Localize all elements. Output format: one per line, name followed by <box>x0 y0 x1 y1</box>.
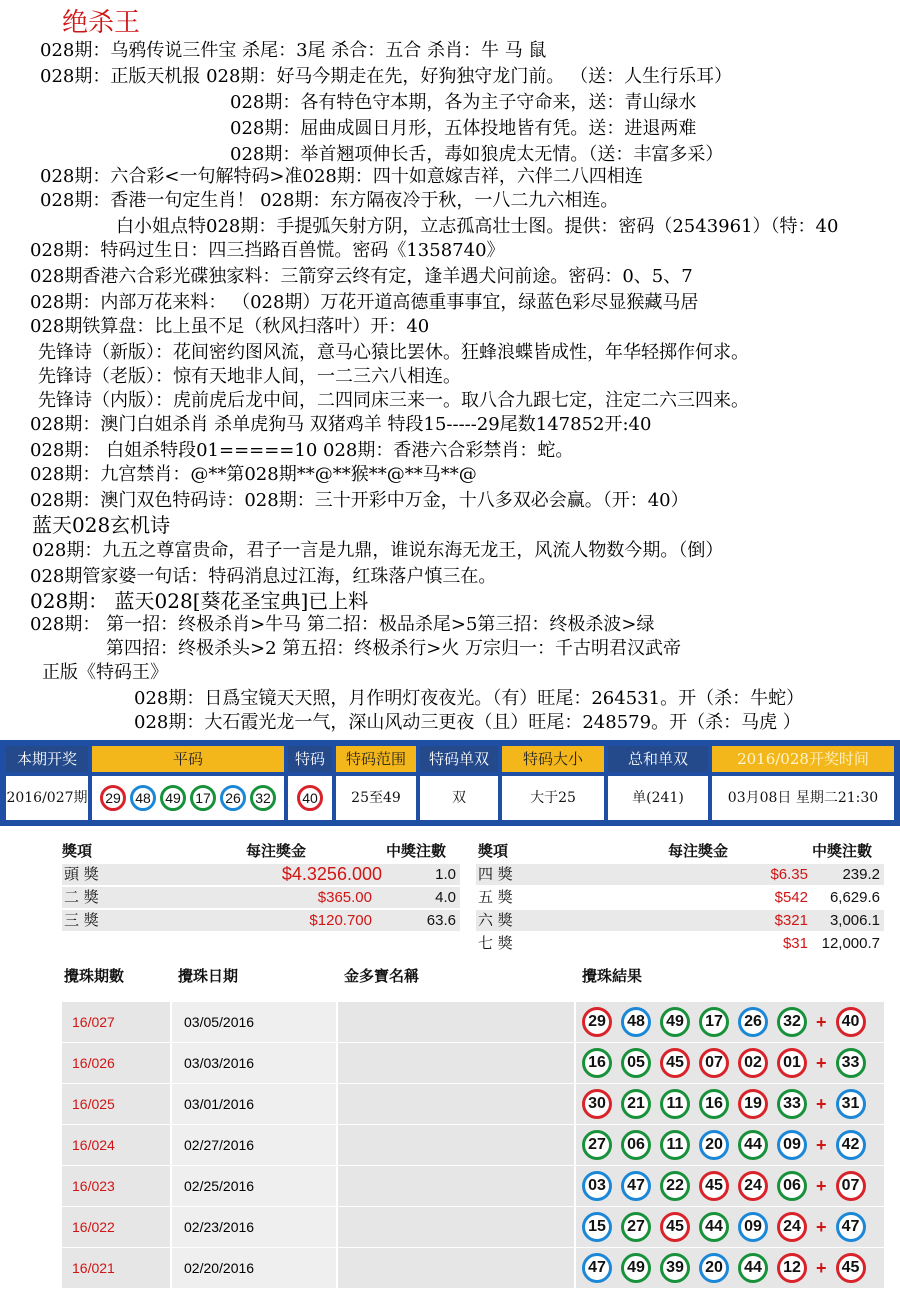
prize-name: 頭 獎 <box>64 865 99 883</box>
history-issue: 16/021 <box>62 1248 170 1288</box>
prize-amount: $321 <box>774 912 808 929</box>
history-name <box>338 1125 574 1165</box>
plus-sign: + <box>816 1216 827 1237</box>
lottery-ball: 02 <box>738 1048 768 1078</box>
lottery-ball: 29 <box>100 785 126 811</box>
lottery-ball: 49 <box>660 1007 690 1037</box>
draw-results-table <box>0 740 900 826</box>
text-line: 028期：大石霞光龙一气，深山风动三更夜（且）旺尾：248579。开（杀：马虎 ） <box>134 712 801 733</box>
lottery-ball: 45 <box>699 1171 729 1201</box>
text-line: 白小姐点特028期：手提弧矢射方阴，立志孤高壮士图。提供：密码（2543961）（特：40 <box>116 216 839 237</box>
history-date: 02/20/2016 <box>172 1248 336 1288</box>
lottery-ball: 33 <box>777 1089 807 1119</box>
prize-amount: $542 <box>774 889 808 906</box>
prize-row <box>62 864 460 885</box>
header-cell: 特码大小 <box>502 746 604 772</box>
header-cell: 特码单双 <box>420 746 498 772</box>
history-name <box>338 1207 574 1247</box>
plus-sign: + <box>816 1134 827 1155</box>
prize-count: 6,629.6 <box>829 889 880 906</box>
history-name <box>338 1248 574 1288</box>
lottery-ball: 11 <box>660 1130 690 1160</box>
lottery-ball: 48 <box>621 1007 651 1037</box>
prize-name: 二 獎 <box>64 888 99 906</box>
text-line: 028期：特码过生日：四三挡路百兽慌。密码《1358740》 <box>30 240 505 261</box>
history-header-name: 金多寶名稱 <box>344 967 420 985</box>
lottery-ball: 44 <box>738 1130 768 1160</box>
history-result <box>576 1002 884 1042</box>
history-date: 03/05/2016 <box>172 1002 336 1042</box>
text-line: 028期：乌鸦传说三件宝 杀尾：3尾 杀合：五合 杀肖：牛 马 鼠 <box>40 40 547 61</box>
history-result <box>576 1043 884 1083</box>
lottery-ball: 20 <box>699 1253 729 1283</box>
lottery-ball: 29 <box>582 1007 612 1037</box>
lottery-ball: 27 <box>621 1212 651 1242</box>
lottery-ball: 47 <box>621 1171 651 1201</box>
history-row <box>62 1248 884 1288</box>
lottery-ball: 33 <box>836 1048 866 1078</box>
header-cell: 平码 <box>92 746 284 772</box>
text-line: 028期：内部万花来料： （028期）万花开道高德重事事宜，绿蓝色彩尽显猴藏马居 <box>30 292 699 313</box>
lottery-ball: 07 <box>836 1171 866 1201</box>
prize-header-amount: 每注獎金 <box>668 842 729 860</box>
page-title: 绝杀王 <box>62 8 141 38</box>
lottery-ball: 11 <box>660 1089 690 1119</box>
lottery-ball: 31 <box>836 1089 866 1119</box>
history-issue: 16/027 <box>62 1002 170 1042</box>
text-line: 028期：六合彩<一句解特码>准028期：四十如意嫁吉祥，六伴二八四相连 <box>40 166 643 187</box>
prize-header-count: 中獎注數 <box>812 842 873 860</box>
lottery-ball: 32 <box>777 1007 807 1037</box>
prize-count: 12,000.7 <box>821 935 880 952</box>
history-row <box>62 1207 884 1247</box>
history-row <box>62 1166 884 1206</box>
lottery-ball: 17 <box>190 785 216 811</box>
history-result <box>576 1207 884 1247</box>
text-line: 028期：九宫禁肖：@**第028期**@**猴**@**马**@ <box>30 464 477 485</box>
header-cell: 特码 <box>288 746 332 772</box>
size-cell: 大于25 <box>502 776 604 820</box>
history-date: 02/23/2016 <box>172 1207 336 1247</box>
text-line: 蓝天028玄机诗 <box>32 513 171 537</box>
lottery-ball: 49 <box>160 785 186 811</box>
prize-row <box>476 887 884 908</box>
text-line: 028期铁算盘：比上虽不足（秋风扫落叶）开：40 <box>30 316 430 337</box>
lottery-ball: 21 <box>621 1089 651 1119</box>
lottery-ball: 40 <box>836 1007 866 1037</box>
history-issue: 16/026 <box>62 1043 170 1083</box>
lottery-ball: 17 <box>699 1007 729 1037</box>
history-name <box>338 1084 574 1124</box>
lottery-ball: 47 <box>836 1212 866 1242</box>
history-date: 03/01/2016 <box>172 1084 336 1124</box>
header-cell: 2016/028开奖时间 <box>712 746 894 772</box>
text-line: 028期：正版天机报 028期：好马今期走在先，好狗独守龙门前。 （送：人生行乐耳） <box>40 66 733 87</box>
lottery-ball: 44 <box>738 1253 768 1283</box>
lottery-ball: 16 <box>699 1089 729 1119</box>
history-result <box>576 1248 884 1288</box>
header-cell: 特码范围 <box>336 746 416 772</box>
lottery-ball: 45 <box>660 1212 690 1242</box>
prize-header-item: 獎項 <box>62 842 93 860</box>
header-cell: 本期开奖 <box>6 746 88 772</box>
history-header-issue: 攪珠期數 <box>64 967 125 985</box>
text-line: 028期香港六合彩光碟独家料：三箭穿云终有定，逢羊遇犬问前途。密码：0、5、7 <box>30 266 693 287</box>
lottery-ball: 47 <box>582 1253 612 1283</box>
lottery-ball: 26 <box>220 785 246 811</box>
text-line: 正版《特码王》 <box>42 662 168 683</box>
text-line: 第四招：终极杀头>2 第五招：终极杀行>火 万宗归一：千古明君汉武帝 <box>106 638 682 659</box>
plus-sign: + <box>816 1093 827 1114</box>
time-cell: 03月08日 星期二21:30 <box>712 776 894 820</box>
range-cell: 25至49 <box>336 776 416 820</box>
prize-name: 三 獎 <box>64 911 99 929</box>
prize-name: 六 獎 <box>478 911 513 929</box>
history-result <box>576 1125 884 1165</box>
text-line: 028期： 白姐杀特段01=====10 028期：香港六合彩禁肖：蛇。 <box>30 440 574 461</box>
text-line: 028期： 第一招：终极杀肖>牛马 第二招：极品杀尾>5第三招：终极杀波>绿 <box>30 614 655 635</box>
lottery-ball: 24 <box>777 1212 807 1242</box>
history-issue: 16/022 <box>62 1207 170 1247</box>
plus-sign: + <box>816 1257 827 1278</box>
history-date: 02/25/2016 <box>172 1166 336 1206</box>
lottery-ball: 45 <box>660 1048 690 1078</box>
history-name <box>338 1043 574 1083</box>
prize-row <box>476 910 884 931</box>
history-header-date: 攪珠日期 <box>178 967 239 985</box>
text-line: 028期：举首翘项伸长舌，毒如狼虎太无情。（送：丰富多采） <box>230 144 724 165</box>
history-date: 02/27/2016 <box>172 1125 336 1165</box>
issue-cell: 2016/027期 <box>6 776 88 820</box>
prize-row <box>62 887 460 908</box>
lottery-ball: 22 <box>660 1171 690 1201</box>
text-line: 028期：屈曲成圆日月形，五体投地皆有凭。送：进退两难 <box>230 118 697 139</box>
lottery-ball: 30 <box>582 1089 612 1119</box>
prize-count: 4.0 <box>435 889 456 906</box>
prize-count: 3,006.1 <box>829 912 880 929</box>
prize-name: 五 獎 <box>478 888 513 906</box>
plus-sign: + <box>816 1175 827 1196</box>
prize-count: 63.6 <box>426 912 456 929</box>
lottery-ball: 06 <box>621 1130 651 1160</box>
history-result <box>576 1084 884 1124</box>
text-line: 028期：各有特色守本期，各为主子守命来，送：青山绿水 <box>230 92 697 113</box>
prize-row <box>476 864 884 885</box>
text-line: 先锋诗（新版）：花间密约图风流，意马心猿比罢休。狂蜂浪蝶皆成性，年华轻掷作何求。 <box>38 342 749 363</box>
lottery-ball: 05 <box>621 1048 651 1078</box>
lottery-ball: 24 <box>738 1171 768 1201</box>
lottery-ball: 40 <box>297 785 323 811</box>
prize-name: 四 獎 <box>478 865 513 883</box>
header-cell: 总和单双 <box>608 746 708 772</box>
history-issue: 16/024 <box>62 1125 170 1165</box>
text-line: 028期管家婆一句话：特码消息过江海，红珠落户慎三在。 <box>30 566 497 587</box>
lottery-ball: 26 <box>738 1007 768 1037</box>
lottery-ball: 20 <box>699 1130 729 1160</box>
text-line: 先锋诗（老版）：惊有天地非人间，一二三六八相连。 <box>38 366 461 387</box>
regular-balls-cell <box>92 776 284 820</box>
prize-row <box>62 910 460 931</box>
prize-count: 1.0 <box>435 866 456 883</box>
text-line: 028期：澳门白姐杀肖 杀单虎狗马 双猪鸡羊 特段15-----29尾数147852开:40 <box>30 414 652 435</box>
lottery-ball: 03 <box>582 1171 612 1201</box>
text-line: 028期：澳门双色特码诗：028期：三十开彩中万金，十八多双必会赢。（开：40） <box>30 490 689 511</box>
history-name <box>338 1002 574 1042</box>
prize-name: 七 獎 <box>478 934 513 952</box>
lottery-ball: 19 <box>738 1089 768 1119</box>
prize-row <box>476 933 884 954</box>
lottery-ball: 42 <box>836 1130 866 1160</box>
prize-header-amount: 每注獎金 <box>246 842 307 860</box>
text-line: 028期：香港一句定生肖！ 028期：东方隔夜冷于秋，一八二九六相连。 <box>40 190 619 211</box>
special-ball-cell <box>288 776 332 820</box>
history-result <box>576 1166 884 1206</box>
lottery-ball: 27 <box>582 1130 612 1160</box>
history-row <box>62 1002 884 1042</box>
history-header-result: 攪珠結果 <box>582 967 643 985</box>
history-issue: 16/023 <box>62 1166 170 1206</box>
text-line: 先锋诗（内版）：虎前虎后龙中间，二四同床三来一。取八合九跟七定，注定二六三四来。 <box>38 390 749 411</box>
lottery-ball: 01 <box>777 1048 807 1078</box>
lottery-ball: 39 <box>660 1253 690 1283</box>
lottery-ball: 07 <box>699 1048 729 1078</box>
lottery-ball: 15 <box>582 1212 612 1242</box>
text-line: 028期：日爲宝镜天天照，月作明灯夜夜光。（有）旺尾：264531。开（杀：牛蛇） <box>134 688 805 709</box>
prize-amount: $120.700 <box>309 912 372 929</box>
history-row <box>62 1043 884 1083</box>
prize-amount: $31 <box>782 935 808 952</box>
lottery-ball: 32 <box>250 785 276 811</box>
plus-sign: + <box>816 1011 827 1032</box>
history-name <box>338 1166 574 1206</box>
prize-amount: $4.3256.000 <box>281 864 382 884</box>
plus-sign: + <box>816 1052 827 1073</box>
prize-amount: $365.00 <box>317 889 372 906</box>
history-date: 03/03/2016 <box>172 1043 336 1083</box>
prize-amount: $6.35 <box>770 866 808 883</box>
lottery-ball: 45 <box>836 1253 866 1283</box>
lottery-ball: 09 <box>738 1212 768 1242</box>
oddeven-cell: 双 <box>420 776 498 820</box>
prize-header-count: 中獎注數 <box>386 842 447 860</box>
prize-header-item: 獎項 <box>478 842 509 860</box>
lottery-ball: 44 <box>699 1212 729 1242</box>
lottery-ball: 12 <box>777 1253 807 1283</box>
history-row <box>62 1125 884 1165</box>
lottery-ball: 16 <box>582 1048 612 1078</box>
prize-count: 239.2 <box>842 866 880 883</box>
history-row <box>62 1084 884 1124</box>
lottery-ball: 06 <box>777 1171 807 1201</box>
sum-cell: 单(241) <box>608 776 708 820</box>
text-line: 028期：九五之尊富贵命，君子一言是九鼎，谁说东海无龙王，风流人物数今期。（倒） <box>32 540 724 561</box>
lottery-ball: 09 <box>777 1130 807 1160</box>
text-line: 028期： 蓝天028[葵花圣宝典]已上料 <box>30 589 369 613</box>
lottery-ball: 49 <box>621 1253 651 1283</box>
lottery-ball: 48 <box>130 785 156 811</box>
history-issue: 16/025 <box>62 1084 170 1124</box>
